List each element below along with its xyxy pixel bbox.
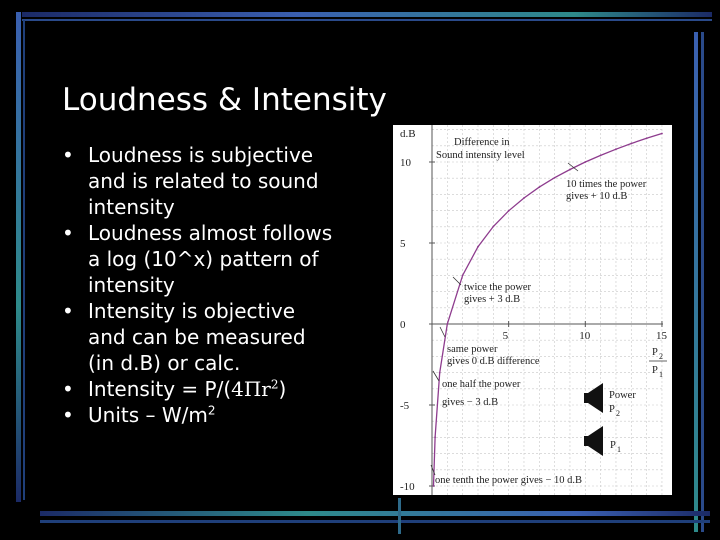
speaker-icon bbox=[584, 426, 603, 456]
x-tick-label: 5 bbox=[502, 330, 509, 342]
bullet-text: and can be measured bbox=[88, 325, 306, 349]
data-point bbox=[554, 177, 556, 179]
bullet-item bbox=[60, 220, 360, 298]
bottom-stripe-vertical bbox=[398, 498, 401, 534]
bullet-dot: • bbox=[62, 143, 74, 167]
bullet-item bbox=[60, 142, 360, 220]
bullet-item bbox=[60, 402, 360, 428]
bullet-dot: • bbox=[62, 377, 74, 401]
data-point bbox=[600, 154, 602, 156]
bullet-text: a log (10^x) pattern of bbox=[88, 247, 319, 271]
power-p1-sub: 1 bbox=[617, 445, 621, 454]
data-point bbox=[439, 372, 441, 374]
bullet-item bbox=[60, 376, 360, 402]
ratio-denominator: P bbox=[652, 365, 658, 376]
annotation-half-2: gives − 3 d.B bbox=[442, 397, 499, 408]
speaker-icon bbox=[584, 383, 603, 413]
y-tick-label: 0 bbox=[400, 319, 406, 331]
y-tick-label: -10 bbox=[400, 481, 415, 493]
annotation-pointer bbox=[453, 277, 461, 285]
y-tick-label: -5 bbox=[400, 400, 410, 412]
data-point bbox=[492, 226, 494, 228]
data-point bbox=[538, 186, 540, 188]
annotation-half-1: one half the power bbox=[442, 379, 521, 390]
chart-svg bbox=[393, 125, 672, 495]
annotation-pointer bbox=[440, 327, 445, 337]
annotation-same-1: same power bbox=[447, 344, 498, 355]
data-point bbox=[569, 169, 571, 171]
decibel-chart bbox=[393, 125, 672, 495]
annotation-tenth: one tenth the power gives − 10 d.B bbox=[435, 475, 583, 486]
annotation-diff-2: Sound intensity level bbox=[436, 150, 525, 161]
bottom-stripe bbox=[40, 511, 710, 516]
annotation-ten-times-1: 10 times the power bbox=[566, 179, 647, 190]
top-stripe bbox=[22, 12, 712, 17]
units-exponent: 2 bbox=[207, 403, 216, 418]
bullet-dot: • bbox=[62, 403, 74, 427]
bullet-text: intensity bbox=[88, 273, 175, 297]
data-point bbox=[462, 274, 464, 276]
ratio-numerator-sub: 2 bbox=[659, 352, 663, 361]
annotation-same-2: gives 0 d.B difference bbox=[447, 356, 540, 367]
bullet-text: and is related to sound bbox=[88, 169, 319, 193]
data-point bbox=[434, 436, 436, 438]
data-point bbox=[523, 197, 525, 199]
left-stripe-thin bbox=[23, 20, 25, 500]
data-point bbox=[508, 210, 510, 212]
annotation-twice-1: twice the power bbox=[464, 282, 532, 293]
y-tick-label: 10 bbox=[400, 157, 411, 169]
data-point bbox=[615, 148, 617, 150]
y-tick-labels bbox=[400, 157, 435, 493]
bullet-text: Loudness is subjective bbox=[88, 143, 314, 167]
power-p1: P bbox=[610, 440, 616, 451]
right-stripe bbox=[694, 32, 698, 532]
bullet-text: Units – W/m bbox=[88, 403, 208, 427]
formula-text: 4Πr bbox=[231, 377, 271, 401]
power-label: Power bbox=[609, 390, 636, 401]
annotation-diff-1: Difference in bbox=[454, 137, 510, 148]
power-p2-sub: 2 bbox=[616, 409, 620, 418]
x-tick-label: 10 bbox=[579, 330, 591, 342]
top-stripe-thin bbox=[22, 19, 712, 21]
x-tick-label: 15 bbox=[655, 330, 667, 342]
y-tick-label: 5 bbox=[400, 238, 406, 250]
data-point bbox=[446, 323, 448, 325]
data-point bbox=[661, 133, 663, 135]
power-p2: P bbox=[609, 404, 615, 415]
bullet-dot: • bbox=[62, 221, 74, 245]
annotation-ten-times-2: gives + 10 d.B bbox=[566, 191, 628, 202]
bullet-text: Intensity = P/( bbox=[88, 377, 232, 401]
left-stripe bbox=[16, 12, 21, 502]
bullet-text: Loudness almost follows bbox=[88, 221, 333, 245]
bullet-text: intensity bbox=[88, 195, 175, 219]
data-point bbox=[630, 143, 632, 145]
bullet-text: Intensity is objective bbox=[88, 299, 296, 323]
y-axis-label: d.B bbox=[400, 128, 416, 140]
bullet-text: (in d.B) or calc. bbox=[88, 351, 241, 375]
bullet-item bbox=[60, 298, 360, 376]
bottom-stripe-thin bbox=[40, 520, 710, 523]
data-point bbox=[584, 161, 586, 163]
bullet-dot: • bbox=[62, 299, 74, 323]
bullet-text: ) bbox=[278, 377, 287, 401]
ratio-denominator-sub: 1 bbox=[659, 370, 663, 379]
formula-exponent: 2 bbox=[270, 377, 279, 392]
right-stripe-thin bbox=[701, 32, 704, 532]
annotation-twice-2: gives + 3 d.B bbox=[464, 294, 521, 305]
data-point bbox=[477, 246, 479, 248]
data-point bbox=[646, 137, 648, 139]
bullet-list bbox=[60, 142, 360, 428]
slide-title: Loudness & Intensity bbox=[62, 82, 387, 118]
ratio-numerator: P bbox=[652, 347, 658, 358]
